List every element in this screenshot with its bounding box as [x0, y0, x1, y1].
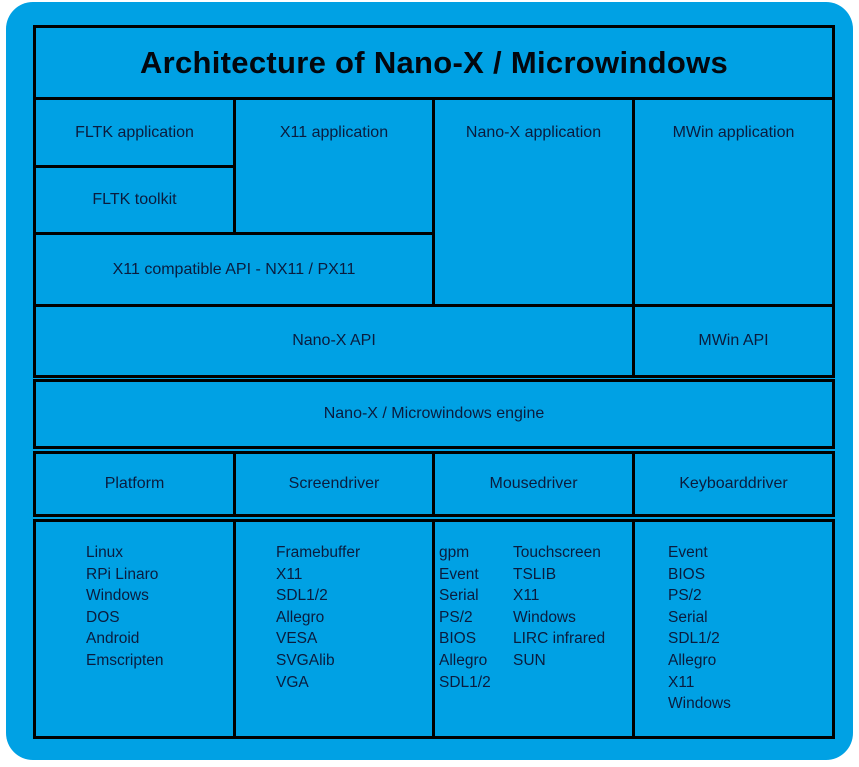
- list-item: Serial: [439, 587, 479, 605]
- list-item: Allegro: [276, 608, 325, 626]
- list-item: Emscripten: [86, 651, 164, 669]
- list-item: SDL1/2: [276, 587, 328, 605]
- list-item: Windows: [86, 587, 149, 605]
- screendriver-list: [233, 519, 435, 739]
- list-item: SUN: [513, 651, 546, 669]
- list-item: Allegro: [668, 651, 717, 669]
- diagram-panel: [6, 2, 853, 760]
- list-item: PS/2: [439, 608, 473, 626]
- box-x11-application: X11 application: [233, 97, 435, 235]
- list-item: BIOS: [439, 630, 477, 648]
- platform-list: [33, 519, 236, 739]
- list-item: SVGAlib: [276, 651, 335, 669]
- keyboarddriver-list: [632, 519, 835, 739]
- list-item: X11: [513, 587, 540, 605]
- list-item: Event: [668, 544, 708, 561]
- list-item: SDL1/2: [439, 673, 491, 691]
- list-item: Event: [439, 565, 479, 583]
- header-mousedriver: Mousedriver: [432, 451, 635, 517]
- header-keyboarddriver: Keyboarddriver: [632, 451, 835, 517]
- list-item: X11: [668, 673, 695, 691]
- list-item: X11: [276, 565, 303, 583]
- list-item: Serial: [668, 608, 708, 626]
- box-nanox-application: Nano-X application: [432, 97, 635, 307]
- list-item: gpm: [439, 544, 470, 561]
- list-item: TSLIB: [513, 565, 557, 583]
- list-item: PS/2: [668, 587, 702, 605]
- box-mwin-api: MWin API: [632, 304, 835, 378]
- list-item: Framebuffer: [276, 544, 361, 561]
- diagram-title: Architecture of Nano-X / Microwindows: [33, 25, 835, 100]
- box-fltk-application: FLTK application: [33, 97, 236, 168]
- list-item: Touchscreen: [513, 544, 601, 561]
- list-item: Allegro: [439, 651, 488, 669]
- box-fltk-toolkit: FLTK toolkit: [33, 165, 236, 235]
- list-item: Linux: [86, 544, 124, 561]
- mousedriver-column-2: [513, 542, 632, 693]
- mousedriver-column-1: [439, 542, 513, 693]
- list-item: VGA: [276, 673, 309, 691]
- list-item: Windows: [668, 695, 731, 713]
- list-item: SDL1/2: [668, 630, 720, 648]
- box-nanox-api: Nano-X API: [33, 304, 635, 378]
- list-item: Windows: [513, 608, 576, 626]
- box-engine: Nano-X / Microwindows engine: [33, 379, 835, 449]
- box-x11-compatible-api: X11 compatible API - NX11 / PX11: [33, 232, 435, 307]
- header-platform: Platform: [33, 451, 236, 517]
- list-item: BIOS: [668, 565, 706, 583]
- list-item: DOS: [86, 608, 120, 626]
- list-item: LIRC infrared: [513, 630, 606, 648]
- list-item: Android: [86, 630, 140, 648]
- header-screendriver: Screendriver: [233, 451, 435, 517]
- mousedriver-columns: [439, 542, 632, 693]
- box-mwin-application: MWin application: [632, 97, 835, 307]
- list-item: RPi Linaro: [86, 565, 159, 583]
- list-item: VESA: [276, 630, 318, 648]
- mousedriver-list: [432, 519, 635, 739]
